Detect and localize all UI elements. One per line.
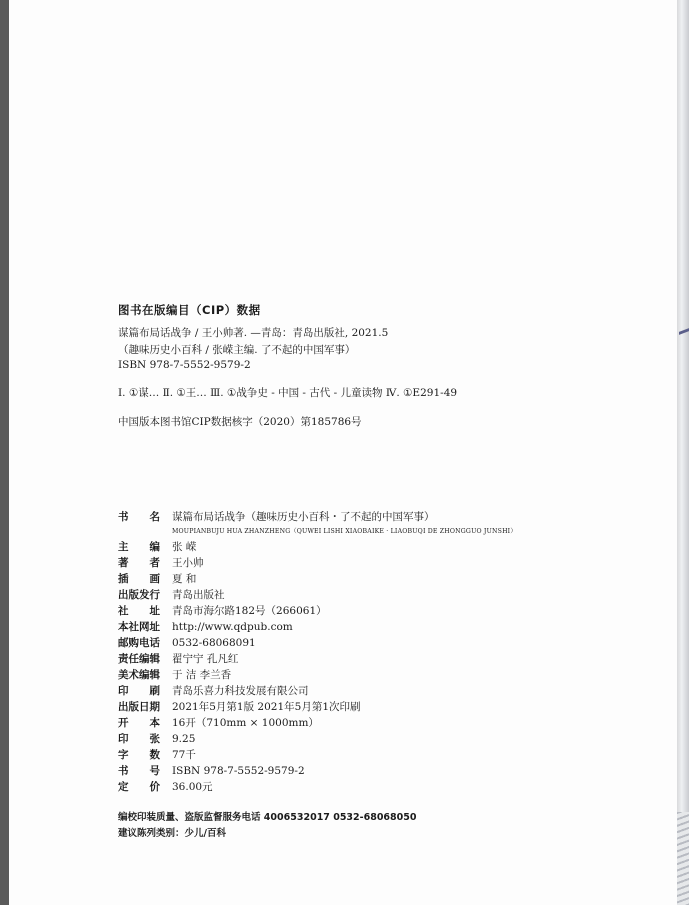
illustrator: 夏 和 <box>172 573 197 585</box>
printer: 青岛乐喜力科技发展有限公司 <box>172 685 309 697</box>
info-row-word-count <box>118 747 517 763</box>
cip-series-line: （趣味历史小百科 / 张嵘主编. 了不起的中国军事） <box>118 344 356 356</box>
info-label: 印 张 <box>118 733 160 745</box>
chief-editor: 张 嵘 <box>172 541 197 553</box>
word-count: 77千 <box>172 749 196 761</box>
info-row-title <box>118 509 517 525</box>
info-label: 社 址 <box>118 605 160 617</box>
info-label: 插 画 <box>118 573 160 585</box>
website-url: http://www.qdpub.com <box>172 621 293 633</box>
info-label: 定 价 <box>118 781 160 793</box>
info-label: 字 数 <box>118 749 160 761</box>
display-category: 建议陈列类别：少儿/百科 <box>118 828 226 839</box>
info-label: 出版日期 <box>118 701 160 713</box>
info-label: 美术编辑 <box>118 669 160 681</box>
info-row-printer <box>118 683 517 699</box>
cip-isbn-line: ISBN 978-7-5552-9579-2 <box>118 359 251 371</box>
info-label: 书 号 <box>118 765 160 777</box>
info-label: 书 名 <box>118 511 160 523</box>
info-row-website <box>118 619 517 635</box>
info-label: 著 者 <box>118 557 160 569</box>
info-row-address <box>118 603 517 619</box>
info-row-isbn <box>118 763 517 779</box>
info-row-responsible-editor <box>118 651 517 667</box>
cip-record-line: 中国版本图书馆CIP数据核字（2020）第185786号 <box>118 416 362 428</box>
page-edge-left <box>0 0 9 905</box>
info-row-publisher <box>118 587 517 603</box>
info-row-art-editor <box>118 667 517 683</box>
page-edge-right <box>677 0 689 905</box>
publication-date: 2021年5月第1版 2021年5月第1次印刷 <box>172 701 361 713</box>
cover-accent-line <box>679 328 689 355</box>
book-title-pinyin: MOUPIANBUJU HUA ZHANZHENG（QUWEI LISHI XIAOBAIKE · LIAOBUQI DE ZHONGGUO JUNSHI） <box>172 528 517 535</box>
info-row-price <box>118 779 517 795</box>
quality-hotline: 编校印装质量、盗版监督服务电话 4006532017 0532-68068050 <box>118 812 417 823</box>
cover-decoration <box>677 812 689 905</box>
responsible-editor: 翟宁宁 孔凡红 <box>172 653 239 665</box>
info-label: 出版发行 <box>118 589 160 601</box>
info-row-sheets <box>118 731 517 747</box>
info-label: 本社网址 <box>118 621 160 633</box>
info-label: 印 刷 <box>118 685 160 697</box>
info-row-chief-editor <box>118 539 517 555</box>
info-label: 责任编辑 <box>118 653 160 665</box>
address: 青岛市海尔路182号（266061） <box>172 605 327 617</box>
info-row-mail-order <box>118 635 517 651</box>
info-label: 主 编 <box>118 541 160 553</box>
isbn: ISBN 978-7-5552-9579-2 <box>172 765 305 777</box>
cip-heading: 图书在版编目（CIP）数据 <box>118 303 261 317</box>
art-editor: 于 洁 李兰香 <box>172 669 232 681</box>
book-info-table <box>118 509 517 795</box>
price: 36.00元 <box>172 781 213 793</box>
info-label: 邮购电话 <box>118 637 160 649</box>
book-title: 谋篇布局话战争（趣味历史小百科・了不起的中国军事） <box>172 511 435 523</box>
info-row-illustrator <box>118 571 517 587</box>
author: 王小帅 <box>172 557 204 569</box>
printed-sheets: 9.25 <box>172 733 196 745</box>
info-row-author <box>118 555 517 571</box>
book-format: 16开（710mm × 1000mm） <box>172 717 319 729</box>
info-label: 开 本 <box>118 717 160 729</box>
mail-order-phone: 0532-68068091 <box>172 637 256 649</box>
info-row-format <box>118 715 517 731</box>
info-row-pub-date <box>118 699 517 715</box>
cip-title-line: 谋篇布局话战争 / 王小帅著. —青岛：青岛出版社, 2021.5 <box>118 327 389 339</box>
cip-classification-line: Ⅰ. ①谋… Ⅱ. ①王… Ⅲ. ①战争史 - 中国 - 古代 - 儿童读物 Ⅳ. ①E291-49 <box>118 387 458 399</box>
publisher: 青岛出版社 <box>172 589 225 601</box>
